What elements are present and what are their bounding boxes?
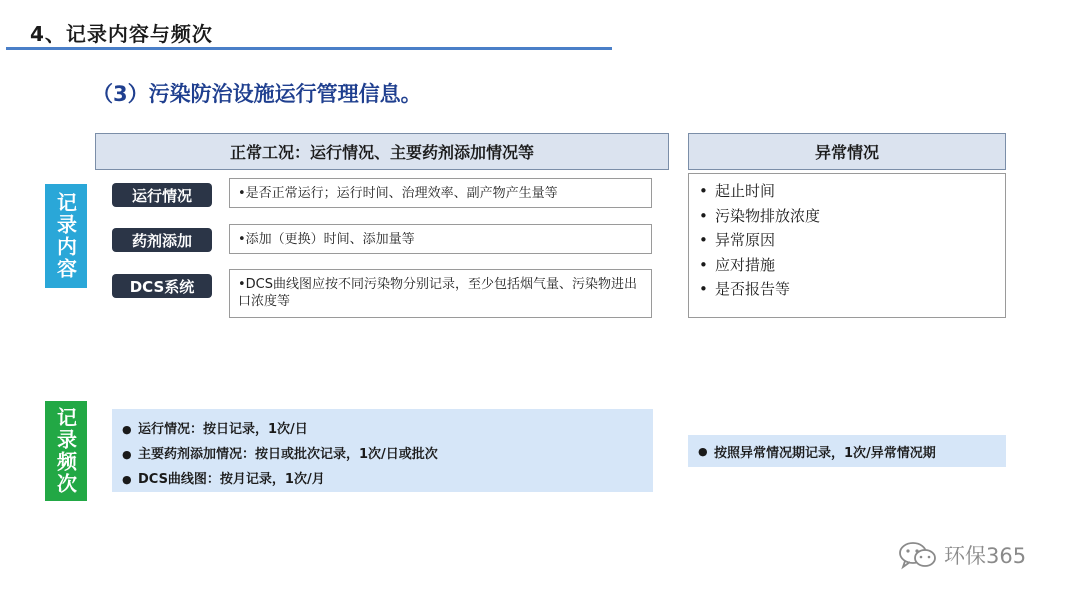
bullet-icon: • bbox=[699, 206, 708, 225]
bullet-icon: ● bbox=[698, 444, 708, 458]
list-item bbox=[122, 417, 653, 442]
list-item-text: 污染物排放浓度 bbox=[715, 206, 821, 225]
bullet-icon: ● bbox=[122, 448, 132, 461]
row-desc-operation-text: •是否正常运行；运行时间、治理效率、副产物产生量等 bbox=[238, 185, 558, 201]
abnormal-frequency-box bbox=[688, 435, 1006, 467]
bullet-icon: ● bbox=[122, 423, 132, 436]
row-label-reagent: 药剂添加 bbox=[112, 228, 212, 252]
row-desc-operation bbox=[229, 178, 652, 208]
row-label-operation: 运行情况 bbox=[112, 183, 212, 207]
record-content-tab: 记录内容 bbox=[45, 184, 87, 288]
list-item bbox=[699, 228, 1005, 253]
title-divider bbox=[6, 47, 612, 50]
row-desc-reagent-text: •添加（更换）时间、添加量等 bbox=[238, 231, 415, 247]
bullet-icon: • bbox=[699, 231, 708, 249]
abnormal-content-list bbox=[688, 173, 1006, 318]
bullet-icon: • bbox=[699, 280, 708, 298]
abnormal-condition-header: 异常情况 bbox=[688, 133, 1006, 170]
list-item bbox=[122, 467, 653, 492]
list-item-text: 运行情况：按日记录，1次/日 bbox=[138, 422, 308, 437]
list-item-text: DCS曲线图：按月记录，1次/月 bbox=[138, 472, 325, 487]
row-label-dcs: DCS系统 bbox=[112, 274, 212, 298]
watermark bbox=[898, 540, 1026, 570]
list-item bbox=[699, 179, 1005, 204]
section-subtitle: （3）污染防治设施运行管理信息。 bbox=[92, 82, 422, 106]
list-item-text: 是否报告等 bbox=[715, 280, 791, 298]
bullet-icon: ● bbox=[122, 473, 132, 486]
row-desc-reagent bbox=[229, 224, 652, 254]
list-item-text: 起止时间 bbox=[715, 182, 776, 200]
list-item-text: 应对措施 bbox=[715, 255, 776, 274]
page-title: 4、记录内容与频次 bbox=[30, 22, 213, 46]
record-frequency-tab: 记录频次 bbox=[45, 401, 87, 501]
wechat-icon bbox=[898, 540, 938, 570]
list-item-text: 主要药剂添加情况：按日或批次记录，1次/日或批次 bbox=[138, 447, 438, 462]
list-item bbox=[122, 442, 653, 467]
abnormal-frequency-text: 按照异常情况期记录，1次/异常情况期 bbox=[714, 445, 936, 461]
bullet-icon: • bbox=[699, 255, 708, 274]
list-item bbox=[699, 277, 1005, 302]
list-item-text: 异常原因 bbox=[715, 231, 776, 249]
list-item bbox=[699, 204, 1005, 229]
watermark-text: 环保365 bbox=[944, 544, 1027, 568]
normal-frequency-box bbox=[112, 409, 653, 492]
normal-condition-header: 正常工况：运行情况、主要药剂添加情况等 bbox=[95, 133, 669, 170]
row-desc-dcs: •DCS曲线图应按不同污染物分别记录，至少包括烟气量、污染物进出口浓度等 bbox=[229, 269, 652, 318]
bullet-icon: • bbox=[699, 182, 708, 200]
list-item bbox=[699, 253, 1005, 278]
